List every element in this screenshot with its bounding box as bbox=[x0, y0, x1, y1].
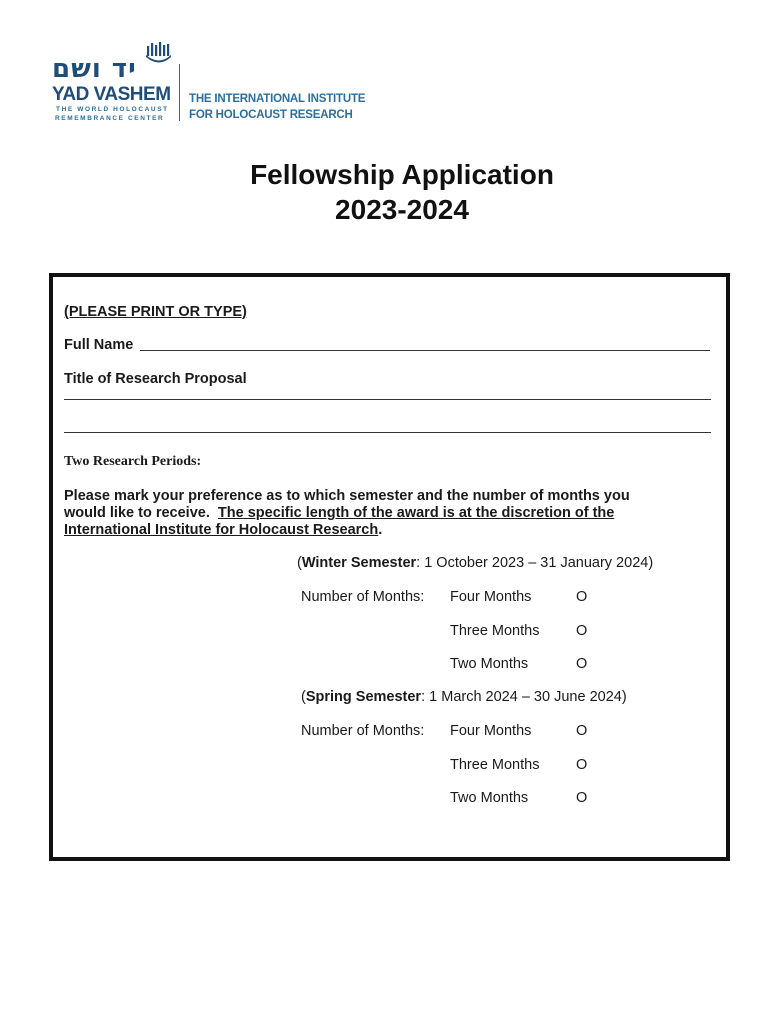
preference-text-line-1: Please mark your preference as to which semester and the number of months you bbox=[64, 488, 630, 504]
logo-subtitle-2: REMEMBRANCE CENTER bbox=[55, 115, 165, 122]
spring-semester-dates: : 1 March 2024 – 30 June 2024) bbox=[421, 689, 627, 705]
spring-semester-name: Spring Semester bbox=[305, 689, 422, 705]
winter-three-months-radio[interactable]: O bbox=[576, 623, 588, 639]
winter-open-paren: ( bbox=[297, 555, 302, 571]
logo-divider bbox=[179, 64, 180, 121]
spring-option-two-months: Two Months bbox=[450, 790, 529, 806]
period-mark: . bbox=[378, 522, 383, 538]
research-title-field-line-1[interactable] bbox=[64, 399, 711, 400]
preference-text-line-2 bbox=[64, 505, 614, 521]
institute-line-2: FOR HOLOCAUST RESEARCH bbox=[189, 109, 353, 121]
winter-months-label: Number of Months: bbox=[301, 589, 425, 605]
institute-line-1: THE INTERNATIONAL INSTITUTE bbox=[189, 93, 366, 105]
yad-vashem-logo bbox=[50, 40, 380, 130]
spring-two-months-radio[interactable]: O bbox=[576, 790, 588, 806]
winter-option-three-months: Three Months bbox=[450, 623, 540, 639]
winter-semester-heading bbox=[297, 555, 653, 571]
winter-semester-name: Winter Semester bbox=[301, 555, 417, 571]
logo-hebrew-text: יד ושם bbox=[52, 54, 137, 84]
full-name-label: Full Name bbox=[64, 337, 134, 353]
preference-text-line-2-start: would like to receive. bbox=[64, 505, 210, 521]
winter-option-two-months: Two Months bbox=[450, 656, 529, 672]
spring-four-months-radio[interactable]: O bbox=[576, 723, 588, 739]
document-title: Fellowship Application bbox=[250, 159, 554, 190]
logo-subtitle-1: THE WORLD HOLOCAUST bbox=[56, 106, 169, 113]
discretion-text-line-1: The specific length of the award is at the discretion of the bbox=[217, 505, 615, 521]
winter-two-months-radio[interactable]: O bbox=[576, 656, 588, 672]
research-title-label: Title of Research Proposal bbox=[64, 371, 247, 387]
winter-semester-dates: : 1 October 2023 – 31 January 2024) bbox=[416, 555, 654, 571]
winter-four-months-radio[interactable]: O bbox=[576, 589, 588, 605]
spring-open-paren: ( bbox=[301, 689, 306, 705]
spring-option-three-months: Three Months bbox=[450, 757, 540, 773]
discretion-text-line-2: International Institute for Holocaust Research bbox=[64, 522, 379, 538]
spring-months-label: Number of Months: bbox=[301, 723, 425, 739]
full-name-field[interactable] bbox=[140, 350, 710, 351]
logo-name: YAD VASHEM bbox=[52, 84, 171, 105]
print-instruction: (PLEASE PRINT OR TYPE) bbox=[64, 304, 247, 320]
application-form bbox=[49, 273, 730, 861]
winter-option-four-months: Four Months bbox=[450, 589, 532, 605]
document-year: 2023-2024 bbox=[335, 194, 469, 225]
periods-heading: Two Research Periods: bbox=[64, 454, 202, 469]
research-title-field-line-2[interactable] bbox=[64, 432, 711, 433]
spring-option-four-months: Four Months bbox=[450, 723, 532, 739]
spring-three-months-radio[interactable]: O bbox=[576, 757, 588, 773]
preference-text-line-3 bbox=[64, 522, 382, 538]
menorah-icon bbox=[146, 42, 172, 64]
spring-semester-heading bbox=[301, 689, 627, 705]
